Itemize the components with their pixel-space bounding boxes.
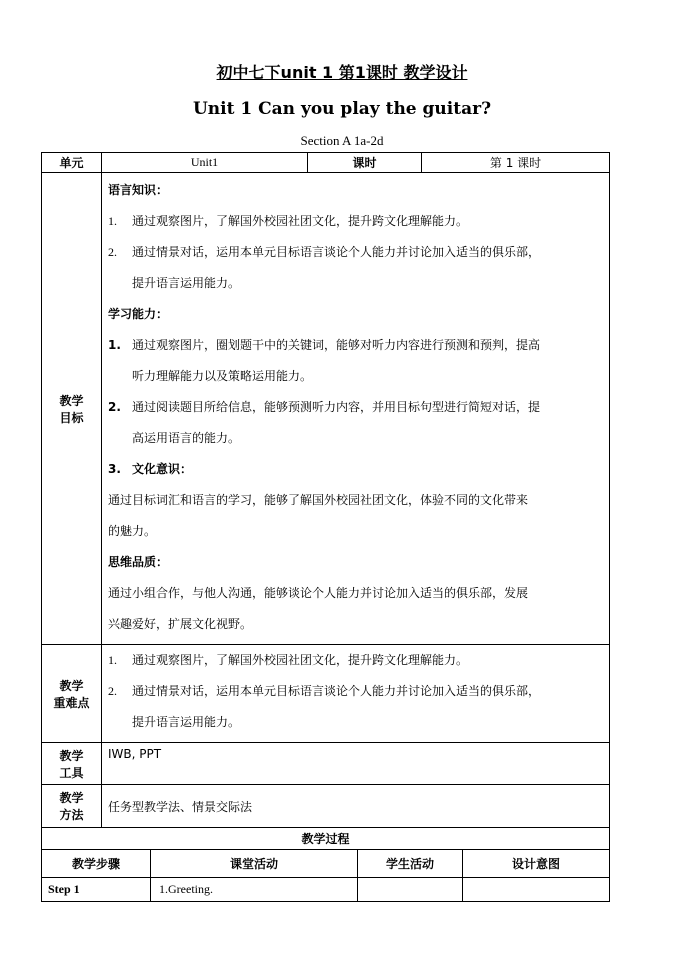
unit-subtitle: Unit 1 Can you play the guitar? xyxy=(192,99,492,119)
document-title: 初中七下unit 1 第1课时 教学设计 xyxy=(216,63,468,82)
methods-value: 任务型教学法、情景交际法 xyxy=(102,785,610,828)
col-intent: 设计意图 xyxy=(463,850,610,878)
tools-value: IWB, PPT xyxy=(102,743,610,785)
lesson-label: 课时 xyxy=(308,153,422,173)
culture-text-2: 的魅力。 xyxy=(108,524,157,538)
goals-content xyxy=(102,173,610,645)
keypoint-item-2-cont: 提升语言运用能力。 xyxy=(132,715,241,729)
keypoints-label: 教学 重难点 xyxy=(42,645,102,743)
goals-label xyxy=(42,173,102,645)
lesson-plan-table xyxy=(41,152,610,902)
section-label: Section A 1a-2d xyxy=(300,133,384,148)
ability-item-2-cont: 高运用语言的能力。 xyxy=(132,431,241,445)
ability-item-2: 2. 通过阅读题目所给信息，能够预测听力内容，并用目标句型进行简短对话，提 xyxy=(108,400,541,414)
lang-item-1: 1. 通过观察图片，了解国外校园社团文化，提升跨文化理解能力。 xyxy=(108,214,469,228)
unit-label: 单元 xyxy=(42,153,102,173)
col-step: 教学步骤 xyxy=(42,850,151,878)
process-heading-row xyxy=(42,828,610,850)
goals-label-line2: 目标 xyxy=(59,410,84,425)
thinking-text-2: 兴趣爱好，扩展文化视野。 xyxy=(108,617,253,631)
ability-item-1-cont: 听力理解能力以及策略运用能力。 xyxy=(132,369,313,383)
methods-label: 教学 方法 xyxy=(42,785,102,828)
thinking-heading: 思维品质： xyxy=(108,555,169,569)
lang-item-2-cont: 提升语言运用能力。 xyxy=(132,276,241,290)
lang-heading: 语言知识： xyxy=(108,183,169,197)
culture-heading: 3. 文化意识： xyxy=(108,462,193,476)
ability-heading: 学习能力： xyxy=(108,307,169,321)
keypoints-row xyxy=(42,645,610,743)
tools-row xyxy=(42,743,610,785)
process-heading: 教学过程 xyxy=(42,828,610,850)
process-columns-row xyxy=(42,850,610,878)
ability-item-1: 1. 通过观察图片，圈划题干中的关键词，能够对听力内容进行预测和预判，提高 xyxy=(108,338,541,352)
goals-row xyxy=(42,173,610,645)
lang-item-2: 2. 通过情景对话，运用本单元目标语言谈论个人能力并讨论加入适当的俱乐部， xyxy=(108,245,541,259)
keypoints-content xyxy=(102,645,610,743)
step-cell: Step 1 xyxy=(42,878,151,902)
culture-text-1: 通过目标词汇和语言的学习，能够了解国外校园社团文化，体验不同的文化带来 xyxy=(108,493,529,507)
goals-label-line1: 教学 xyxy=(59,393,84,408)
col-student: 学生活动 xyxy=(358,850,463,878)
activity-cell: 1.Greeting. xyxy=(151,878,358,902)
student-cell xyxy=(358,878,463,902)
keypoint-item-1: 1. 通过观察图片，了解国外校园社团文化，提升跨文化理解能力。 xyxy=(108,653,469,667)
header-row xyxy=(42,153,610,173)
tools-label: 教学 工具 xyxy=(42,743,102,785)
keypoint-item-2: 2. 通过情景对话，运用本单元目标语言谈论个人能力并讨论加入适当的俱乐部， xyxy=(108,684,541,698)
table-row xyxy=(42,878,610,902)
lesson-value: 第 1 课时 xyxy=(422,153,610,173)
thinking-text-1: 通过小组合作，与他人沟通，能够谈论个人能力并讨论加入适当的俱乐部，发展 xyxy=(108,586,529,600)
col-activity: 课堂活动 xyxy=(151,850,358,878)
intent-cell xyxy=(463,878,610,902)
methods-row xyxy=(42,785,610,828)
unit-value: Unit1 xyxy=(102,153,308,173)
